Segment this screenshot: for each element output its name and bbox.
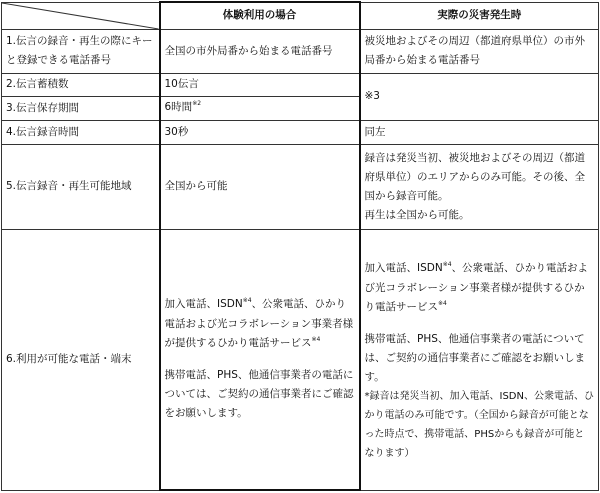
header-trial: 体験利用の場合 [160,2,360,29]
trial-para-a [165,295,355,354]
footnote-ref: ※4 [442,260,452,268]
row-disaster-value [360,73,599,120]
disaster-a1: 加入電話、ISDN [364,261,443,274]
row-label: 5.伝言録音・再生可能地域 [2,144,160,229]
row-disaster-value: 被災地およびその周辺（都道府県単位）の市外局番から始まる電話番号 [360,29,599,73]
row-trial-value: 全国の市外局番から始まる電話番号 [160,29,360,73]
row-trial-value [160,73,360,96]
disaster-note: ※3 [364,90,380,102]
footnote-ref: ※2 [192,100,202,107]
row-label: 6.利用が可能な電話・端末 [2,229,160,490]
spacer [365,318,595,330]
trial-value-text: 6時間 [164,101,193,113]
row-label: 2.伝言蓄積数 [2,73,160,96]
disaster-text: 録音は発災当初、被災地およびその周辺（都道府県単位）のエリアからのみ可能。その後、全国から録音可能。 [364,151,585,202]
disaster-para-c: *録音は発災当初、加入電話、ISDN、公衆電話、ひかり電話のみ可能です。（全国から録音が可能となった時点で、携帯電話、PHSからも録音が可能となります） [364,390,594,459]
comparison-table [1,1,599,491]
row-trial-value [160,229,360,490]
table-row [2,73,599,96]
disaster-a2: 、公衆電話、ひかり電話および光コラボレーション事業者様が提供するひかり電話サービス [364,261,589,313]
row-trial-value [160,96,360,120]
trial-a1: 加入電話、ISDN [164,298,243,311]
disaster-para-b: 携帯電話、PHS、他通信事業者の電話については、ご契約の通信事業者にご確認をお願いします。 [364,332,585,383]
table-row [2,120,599,144]
row-disaster-value [360,144,599,229]
diagonal-line [2,3,159,29]
trial-a2: 、公衆電話、ひかり電話および光コラボレーション事業者様が提供するひかり電話サービス [164,298,354,350]
row-disaster-value: 同左 [360,120,599,144]
header-disaster: 実際の災害発生時 [360,2,599,29]
header-row [2,2,599,29]
corner-cell [2,2,160,29]
footnote-ref: ※4 [438,299,447,307]
row-disaster-value [360,229,599,490]
trial-para-b: 携帯電話、PHS、他通信事業者の電話については、ご契約の通信事業者にご確認をお願いします。 [164,369,354,420]
row-label: 4.伝言録音時間 [2,120,160,144]
table-row [2,29,599,73]
row-trial-value: 全国から可能 [160,144,360,229]
disaster-para-a [365,259,595,318]
disaster-text-2: 再生は全国から可能。 [364,208,470,221]
spacer [165,354,355,366]
row-trial-value: 30秒 [160,120,360,144]
table-row [2,144,599,229]
trial-value-text: 10伝言 [164,78,199,90]
footnote-ref: ※4 [311,336,321,344]
row-label: 1.伝言の録音・再生の際にキーと登録できる電話番号 [2,29,160,73]
footnote-ref: ※4 [242,297,252,305]
table-row [2,229,599,490]
row-label: 3.伝言保存期間 [2,96,160,120]
